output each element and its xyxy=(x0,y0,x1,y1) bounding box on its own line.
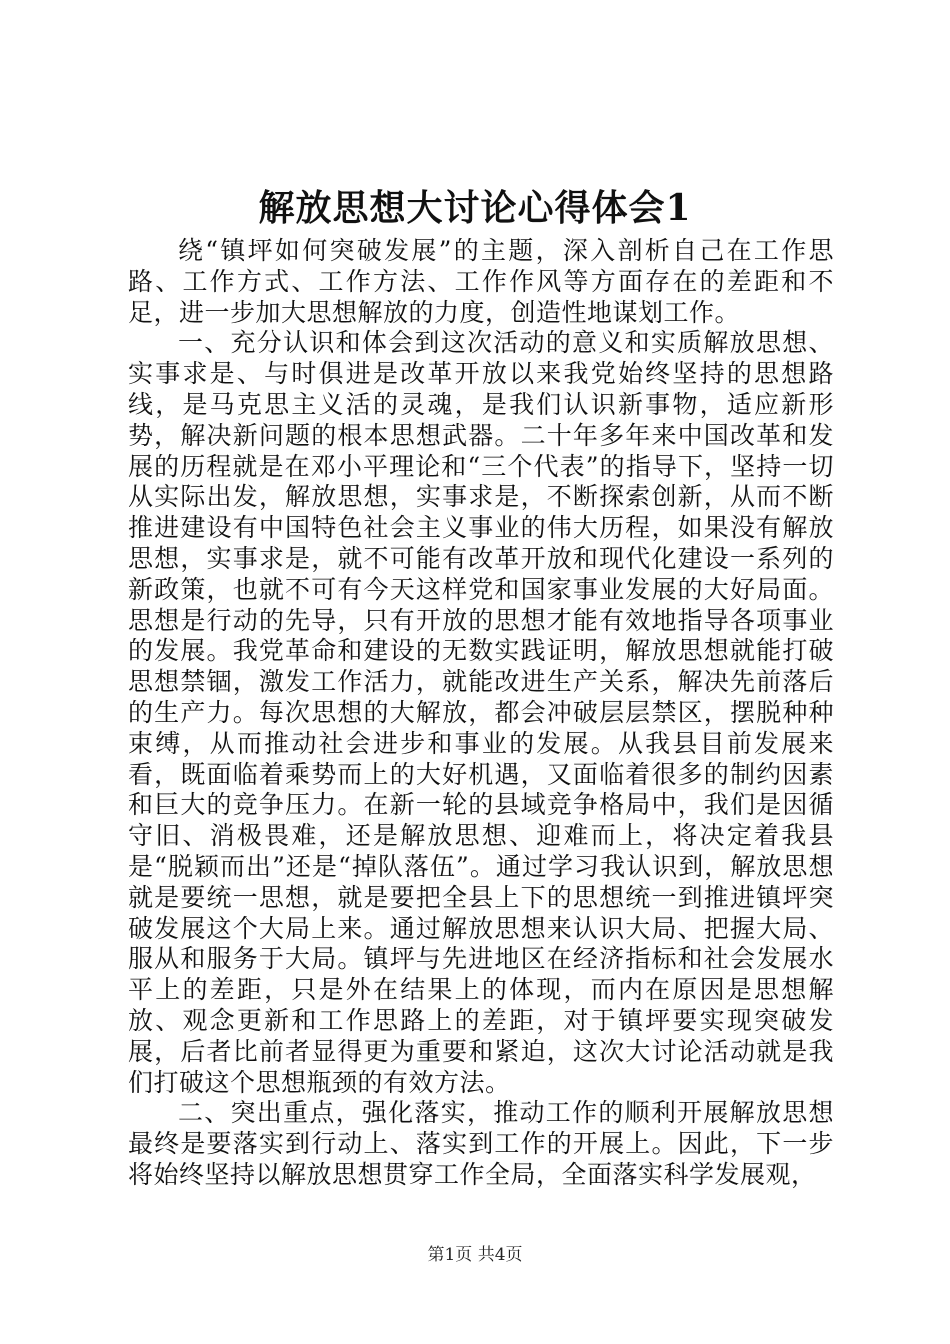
paragraph-intro: 绕“镇坪如何突破发展”的主题，深入剖析自己在工作思路、工作方式、工作方法、工作作风等方面存在的差距和不足，进一步加大思想解放的力度，创造性地谋划工作。 xyxy=(128,236,834,327)
paragraph-section-two: 二、突出重点，强化落实，推动工作的顺利开展解放思想最终是要落实到行动上、落实到工作的开展上。因此，下一步将始终坚持以解放思想贯穿工作全局，全面落实科学发展观， xyxy=(128,1098,834,1189)
paragraph-section-one: 一、充分认识和体会到这次活动的意义和实质解放思想、实事求是、与时俱进是改革开放以来我党始终坚持的思想路线，是马克思主义活的灵魂，是我们认识新事物，适应新形势，解决新问题的根本思想武器。二十年多年来中国改革和发展的历程就是在邓小平理论和“三个代表”的指导下，坚持一切从实际出发，解放思想，实事求是，不断探索创新，从而不断推进建设有中国特色社会主义事业的伟大历程，如果没有解放思想，实事求是，就不可能有改革开放和现代化建设一系列的新政策，也就不可有今天这样党和国家事业发展的大好局面。思想是行动的先导，只有开放的思想才能有效地指导各项事业的发展。我党革命和建设的无数实践证明，解放思想就能打破思想禁锢，激发工作活力，就能改进生产关系，解决先前落后的生产力。每次思想的大解放，都会冲破层层禁区，摆脱种种束缚，从而推动社会进步和事业的发展。从我县目前发展来看，既面临着乘势而上的大好机遇，又面临着很多的制约因素和巨大的竞争压力。在新一轮的县域竞争格局中，我们是因循守旧、消极畏难，还是解放思想、迎难而上，将决定着我县是“脱颖而出”还是“掉队落伍”。通过学习我认识到，解放思想就是要统一思想，就是要把全县上下的思想统一到推进镇坪突破发展这个大局上来。通过解放思想来认识大局、把握大局、服从和服务于大局。镇坪与先进地区在经济指标和社会发展水平上的差距，只是外在结果上的体现，而内在原因是思想解放、观念更新和工作思路上的差距，对于镇坪要实现突破发展，后者比前者显得更为重要和紧迫，这次大讨论活动就是我们打破这个思想瓶颈的有效方法。 xyxy=(128,328,834,1097)
page-footer: 第1页 共4页 xyxy=(427,1245,523,1265)
document-body xyxy=(128,236,834,1191)
document-title: 解放思想大讨论心得体会1 xyxy=(258,187,692,229)
